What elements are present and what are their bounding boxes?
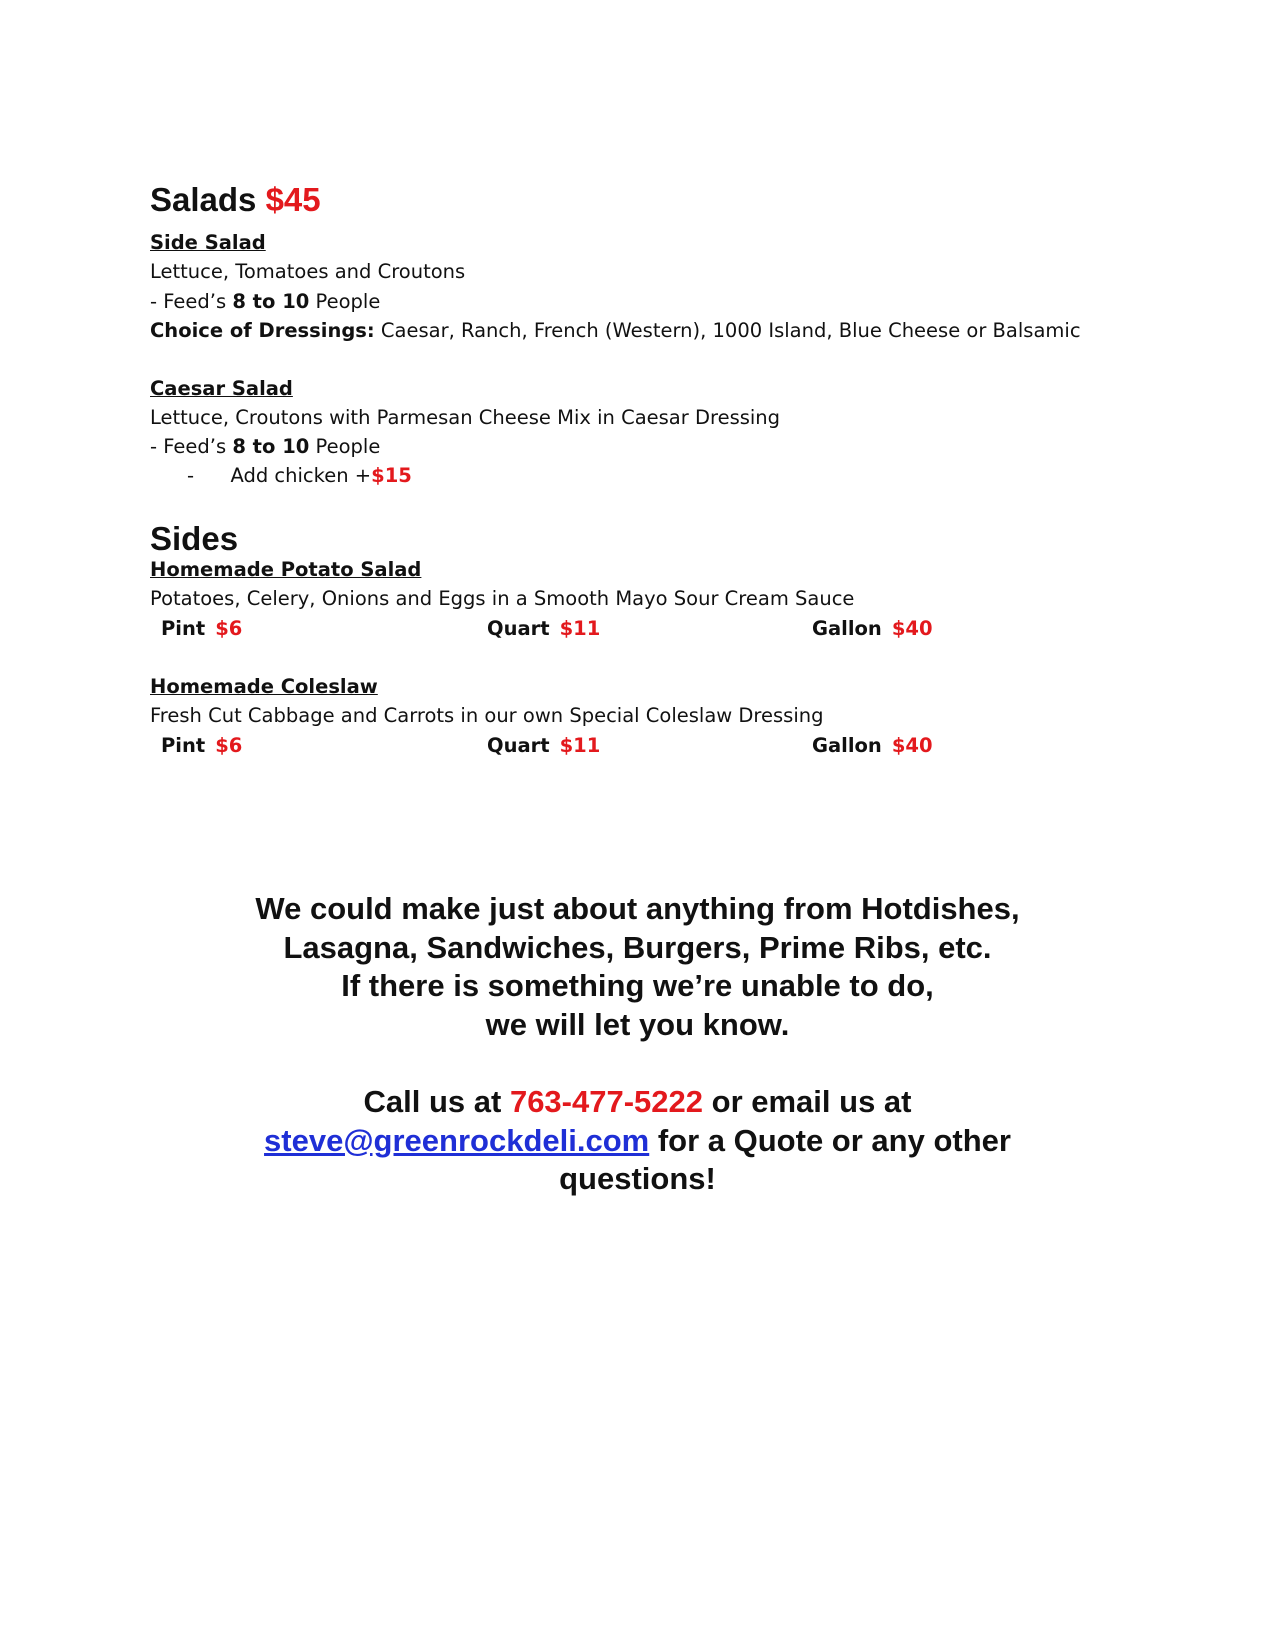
size-pint	[161, 731, 242, 761]
addon-label: Add chicken +	[230, 464, 372, 487]
feeds-count: 8 to 10	[232, 435, 310, 458]
dressings-label: Choice of Dressings:	[150, 319, 375, 342]
feeds-count: 8 to 10	[232, 290, 310, 313]
size-price: $40	[891, 617, 933, 640]
call-suffix: or email us at	[711, 1084, 912, 1119]
contact-line	[150, 1083, 1125, 1122]
size-label: Pint	[161, 617, 206, 640]
size-price: $40	[891, 734, 933, 757]
closing-statement	[150, 890, 1125, 1044]
size-price: $11	[559, 734, 601, 757]
side-salad-title: Side Salad	[150, 231, 266, 254]
size-label: Pint	[161, 734, 206, 757]
coleslaw-title: Homemade Coleslaw	[150, 675, 378, 698]
potato-salad-title: Homemade Potato Salad	[150, 558, 422, 581]
size-price: $6	[215, 617, 243, 640]
phone-number[interactable]: 763-477-5222	[509, 1084, 704, 1119]
size-pint	[161, 614, 242, 644]
caesar-salad-title: Caesar Salad	[150, 377, 293, 400]
closing-last-line: questions!	[559, 1161, 716, 1196]
closing-line: If there is something we’re unable to do,	[341, 968, 934, 1003]
side-salad-dressings	[150, 316, 1081, 346]
size-label: Gallon	[812, 617, 882, 640]
size-price: $11	[559, 617, 601, 640]
call-prefix: Call us at	[363, 1084, 502, 1119]
caesar-addon	[187, 461, 412, 491]
dressings-list: Caesar, Ranch, French (Western), 1000 Island, Blue Cheese or Balsamic	[380, 319, 1081, 342]
size-gallon	[812, 614, 933, 644]
email-link[interactable]: steve@greenrockdeli.com	[264, 1122, 650, 1158]
feeds-suffix: People	[315, 435, 381, 458]
size-label: Quart	[487, 617, 550, 640]
addon-dash: -	[187, 464, 195, 487]
size-label: Quart	[487, 734, 550, 757]
size-label: Gallon	[812, 734, 882, 757]
caesar-salad-feeds	[150, 432, 380, 462]
size-quart	[487, 731, 600, 761]
closing-line: Lasagna, Sandwiches, Burgers, Prime Ribs, etc.	[283, 929, 992, 965]
feeds-prefix: - Feed’s	[150, 290, 227, 313]
closing-line: we will let you know.	[485, 1006, 790, 1042]
sides-heading: Sides	[150, 520, 239, 557]
salads-title: Salads	[150, 181, 257, 218]
salads-price: $45	[265, 181, 321, 218]
contact-block	[150, 1083, 1125, 1199]
closing-line: We could make just about anything from Hotdishes,	[255, 891, 1020, 926]
potato-salad-sizes	[0, 614, 1275, 644]
potato-salad-description: Potatoes, Celery, Onions and Eggs in a Smooth Mayo Sour Cream Sauce	[150, 587, 855, 610]
size-quart	[487, 614, 600, 644]
feeds-suffix: People	[315, 290, 381, 313]
addon-price: $15	[371, 464, 412, 487]
salads-heading	[150, 180, 321, 220]
coleslaw-description: Fresh Cut Cabbage and Carrots in our own Special Coleslaw Dressing	[150, 704, 824, 727]
email-suffix: for a Quote or any other	[657, 1122, 1011, 1158]
side-salad-description: Lettuce, Tomatoes and Croutons	[150, 260, 466, 283]
size-price: $6	[215, 734, 243, 757]
feeds-prefix: - Feed’s	[150, 435, 227, 458]
caesar-salad-description: Lettuce, Croutons with Parmesan Cheese Mix in Caesar Dressing	[150, 406, 781, 429]
side-salad-feeds	[150, 287, 380, 317]
email-line	[150, 1122, 1125, 1161]
coleslaw-sizes	[0, 731, 1275, 761]
size-gallon	[812, 731, 933, 761]
